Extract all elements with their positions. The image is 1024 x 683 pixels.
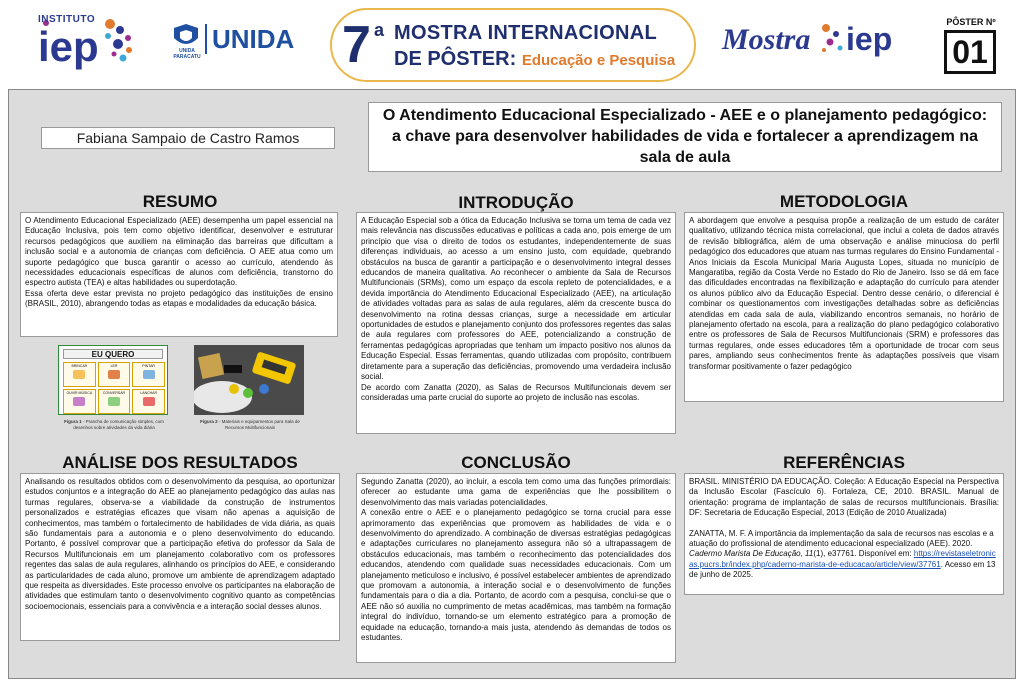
logo-unida-main-text: UNIDA [212, 24, 295, 54]
resumo-text-box [20, 212, 338, 337]
reference-2-journal: Cadermo Marista De Educação, 11 [689, 549, 814, 559]
figure-1-cell [63, 362, 96, 387]
analise-text-box [20, 473, 340, 641]
resumo-heading: RESUMO [142, 192, 218, 211]
figure-1-cell [132, 362, 165, 387]
metodologia-paragraph-1: A abordagem que envolve a pesquisa propõe a realização de um estudo de caráter qualitativo, utilizando técnica mista correlacional, que inclui a coleta de dados através de revisão bibliográfica, além de uma observação e análise minuciosa do perfil pedagógico dos educadores que atuam nas turmas regulares do Ensino Fundamental - Anos Iniciais da Escola Municipal Maria Augusta Lopes, situada no município de Mangaratiba, região da Costa Verde no Estado do Rio de Janeiro. Isso se dá em face das dificuldades encontradas na flexibilização e adaptação do currículo para atender os alunos público alvo da Educação Especial. Dentro desse cenário, o diferencial é combinar os questionamentos com investigações detalhadas sobre as deficiências atendidas em cada sala de aula, viabilizando encontros semanais, no horário de planejamento ofertado na escola, para a realização do plano pedagógico colaborativo entre os professores de Sala de Recursos Multifuncionais (SRM) e professores das turmas regulares, onde esses educadores têm a oportunidade de trocar com seus pares, ampliando seus conhecimentos frente às adaptações possíveis que visam transformar positivamente o fazer pedagógico [689, 216, 999, 371]
banner-ordinal: a [374, 20, 385, 40]
figure-1-cell-label: BRINCAR [71, 364, 88, 368]
figure-1-cell [98, 362, 131, 387]
poster-number-label: PÔSTER Nº [946, 17, 996, 27]
referencias-text-box [684, 473, 1004, 595]
figure-1-cell-label: LER [110, 364, 118, 368]
logo-mostra-iep-text: iep [846, 21, 893, 57]
analise-heading: ANÁLISE DOS RESULTADOS [62, 453, 298, 472]
figure-1-cell-picture [143, 370, 155, 379]
conclusao-paragraph-2: A conexão entre o AEE e o planejamento pedagógico se torna crucial para esse aprimoramento das experiências que promovem as habilidades de vida e o desenvolvimento do aprendizado. A combinação de diversas estratégias pedagógicas e adaptações curriculares no planejamento assegura não só a ultrapassagem de obstáculos educacionais, mas também o reconhecimento das potencialidades dos educandos, atendendo com qualidade suas necessidades educacionais. Com um planejamento meticuloso e inclusivo, é possível estabelecer ambientes de aprendizado que promovam a autonomia, a interação social e o desenvolvimento de funções fundamentais para o dia a dia. Portanto, de acordo com a pesquisa, conclui-se que o AEE não só auxilia no cumprimento de metas acadêmicas, mas também na formação integral do indivíduo, tornando-se um elemento estratégico para a promoção de equidade na educação, tornando-a mais justa, atendendo às demandas de todos os estudantes. [361, 508, 671, 643]
reference-2 [689, 529, 999, 581]
reference-1: BRASIL. MINISTÉRIO DA EDUCAÇÃO. Coleção: A Educação Especial na Perspectiva da Inclusão Escolar (Fascículo 6). Fortaleza, CE, 2010. BRASIL. Manual de orientação: programa de implantação de salas de recursos multifuncionais. Brasília: DF: Secretaria de Educação Especial, 2013 (Edição de 2010 Atualizada) [689, 477, 999, 518]
banner-line-2 [394, 48, 675, 71]
mostra-iep-logo [722, 16, 906, 66]
figure-1-title: EU QUERO [63, 349, 163, 359]
unida-logo [170, 22, 300, 58]
reference-2-access-date: . Acesso em 13 de junho de 2025. [689, 559, 996, 580]
introducao-paragraph-2: De acordo com Zanatta (2020), as Salas de Recursos Multifuncionais devem ser consideradas uma parte crucial do suporte ao projeto de inclusão nas escolas. [361, 382, 671, 402]
figure-1-caption-text: - Prancha de comunicação simples, com desenhos sobre atividades da vida diária [73, 419, 164, 430]
figure-1-cell-picture [73, 397, 85, 406]
figure-1-cell-picture [108, 370, 120, 379]
conclusao-text-box [356, 473, 676, 663]
metodologia-heading: METODOLOGIA [779, 192, 909, 211]
banner-line-2-sub: Educação e Pesquisa [521, 52, 676, 69]
reference-2-link[interactable]: https://revistaseletronicas.pucrs.br/index.php/caderno-marista-de-educacao/article/view/37761 [689, 549, 996, 569]
figure-2-caption-text: - Materiais e equipamentos para Sala de Recursos Multifuncionais [217, 419, 300, 430]
introducao-heading: INTRODUÇÃO [458, 193, 574, 212]
figure-2-photo [194, 345, 304, 415]
introducao-paragraph-1: A Educação Especial sob a ótica da Educação Inclusiva se torna um tema de cada vez mais relevância nas discussões educativas e políticas a cada ano, pois emerge de um princípio que visa o direito de todos os estudantes, independentemente de suas diferenças individuais, ao acesso a um ensino justo, com equidade, quebrando obstáculos na busca de garantir a participação e o desenvolvimento integral desses educandos de maneira qualitativa. Ao reconhecer o ambiente da Sala de Recursos Multifuncionais (SRMs), como um espaço da escola repleto de potencialidades, e a devida importância do Atendimento Educacional Especializado (AEE), na articulação de atividades voltadas para as salas de aula regulares, além da crescente busca do desenvolvimento na rotina dessas crianças, surge a necessidade em articular oportunidades de estudos e planejamento conjunto dos professores regentes das salas de aula regulares com professores do AEE, potencializando a construção de ferramentas pedagógicas apropriadas que tenham um impacto positivo nos alunos da Educação Especial. Essas ferramentas, quando utilizadas com propósito, contribuem diretamente para a superação das deficiências, promovendo uma verdadeira inclusão social. [361, 216, 671, 382]
author-name: Fabiana Sampaio de Castro Ramos [41, 127, 335, 149]
conclusao-paragraph-1: Segundo Zanatta (2020), ao incluir, a escola tem como uma das funções primordiais: oferecer ao estudante uma gama de experiências que lhe possibilitem o desenvolvimento das mais variadas potencialidades. [361, 477, 671, 507]
logo-unida-sub-text: UNIDA PARACATU [173, 48, 201, 60]
banner-line-2-main: DE PÔSTER: [394, 48, 517, 70]
referencias-heading: REFERÊNCIAS [783, 453, 905, 472]
reference-2-issue: (1), e37761. Disponível em: [813, 549, 912, 559]
figure-2-caption-label: Figura 2 [200, 419, 218, 424]
figure-1-cell-picture [73, 370, 85, 379]
figure-1-cell-label: LANCHAR [140, 391, 158, 395]
figure-1-cell-label: PINTAR [142, 364, 155, 368]
figure-1-cell-label: CONVERSAR [102, 391, 126, 395]
logo-unida-divider [205, 24, 207, 54]
poster-title: O Atendimento Educacional Especializado - AEE e o planejamento pedagógico: a chave para desenvolver habilidades de vida e fortalecer a aprendizagem na sala de aula [368, 102, 1002, 172]
poster-number: 01 [944, 30, 996, 74]
figure-2-caption [196, 419, 304, 430]
banner-line-1: MOSTRA INTERNACIONAL [394, 22, 658, 44]
reference-2-year: (AEE). 2020. [926, 539, 973, 549]
metodologia-text-box [684, 212, 1004, 402]
reference-2-authors-title: ZANATTA, M. F. A importância da implementação da sala de recursos nas escolas e a atuação do profissional de atendimento educacional especializado [689, 528, 994, 549]
figure-1-cell [98, 389, 131, 414]
logo-mostra-script-text: Mostra [722, 23, 811, 56]
figure-1-grid [63, 362, 165, 414]
figure-1-cell-picture [108, 397, 120, 406]
figure-1-cell-label: OUVIR MÚSICA [66, 391, 93, 395]
figure-1-cell [63, 389, 96, 414]
resumo-paragraph-1: O Atendimento Educacional Especializado (AEE) desempenha um papel essencial na Educação Inclusiva, pois tem como objetivo identificar, desenvolver e estruturar recursos pedagógicos que auxiliem na eliminação das barreiras que dificultam a inclusão social e a autonomia de crianças com deficiência. O AEE atua como um suporte pedagógico que busca garantir o acesso ao currículo, atendendo às necessidades educacionais específicas de alunos com deficiência, transtorno do espectro autista (TEA) e altas habilidades ou superdotação. [25, 216, 333, 288]
logo-iep-top-text: INSTITUTO [38, 14, 96, 25]
banner-edition-number: 7 [342, 16, 371, 74]
header [0, 0, 1024, 86]
conclusao-heading: CONCLUSÃO [461, 453, 571, 472]
resumo-paragraph-2: Essa oferta deve estar prevista no projeto pedagógico das instituições de ensino (BRASIL, 2010), abrangendo todas as etapas e modalidades da educação básica. [25, 288, 333, 309]
figure-1-communication-board [58, 345, 168, 415]
event-title-banner [330, 8, 696, 82]
introducao-text-box [356, 212, 676, 434]
figure-1-cell [132, 389, 165, 414]
figure-1-cell-picture [143, 397, 155, 406]
figure-1-caption [58, 419, 170, 430]
instituto-iep-logo [38, 14, 138, 76]
logo-iep-main-text: iep [38, 23, 99, 70]
analise-paragraph-1: Analisando os resultados obtidos com o desenvolvimento da pesquisa, ao oportunizar estudos conjuntos e a integração do AEE ao planejamento pedagógico das aulas nas turmas regulares, observa-se a viabilidade da construção de instrumentos personalizados e estratégias eficazes que visam não apenas a aquisição de conhecimentos, mas também o fortalecimento de habilidades de vida diária, as quais são fundamentais para a autonomia e o pleno desenvolvimento do educando. Portanto, é possível comprovar que a participação efetiva do professor da Sala de Recursos Multifuncionais em um planejamento colaborativo com os professores regentes das salas de aula regulares, alinhando os princípios do AEE, e considerando as particularidades de cada aluno, promove um ambiente de aprendizagem adaptado que respeita as diversidades. Este processo envolve os participantes na elaboração de atividades que estimulam tanto o desenvolvimento cognitivo quanto as competências socioemocionais, essenciais para a convivência e a interação social desses alunos. [25, 477, 335, 611]
figure-1-caption-label: Figura 1 [64, 419, 82, 424]
